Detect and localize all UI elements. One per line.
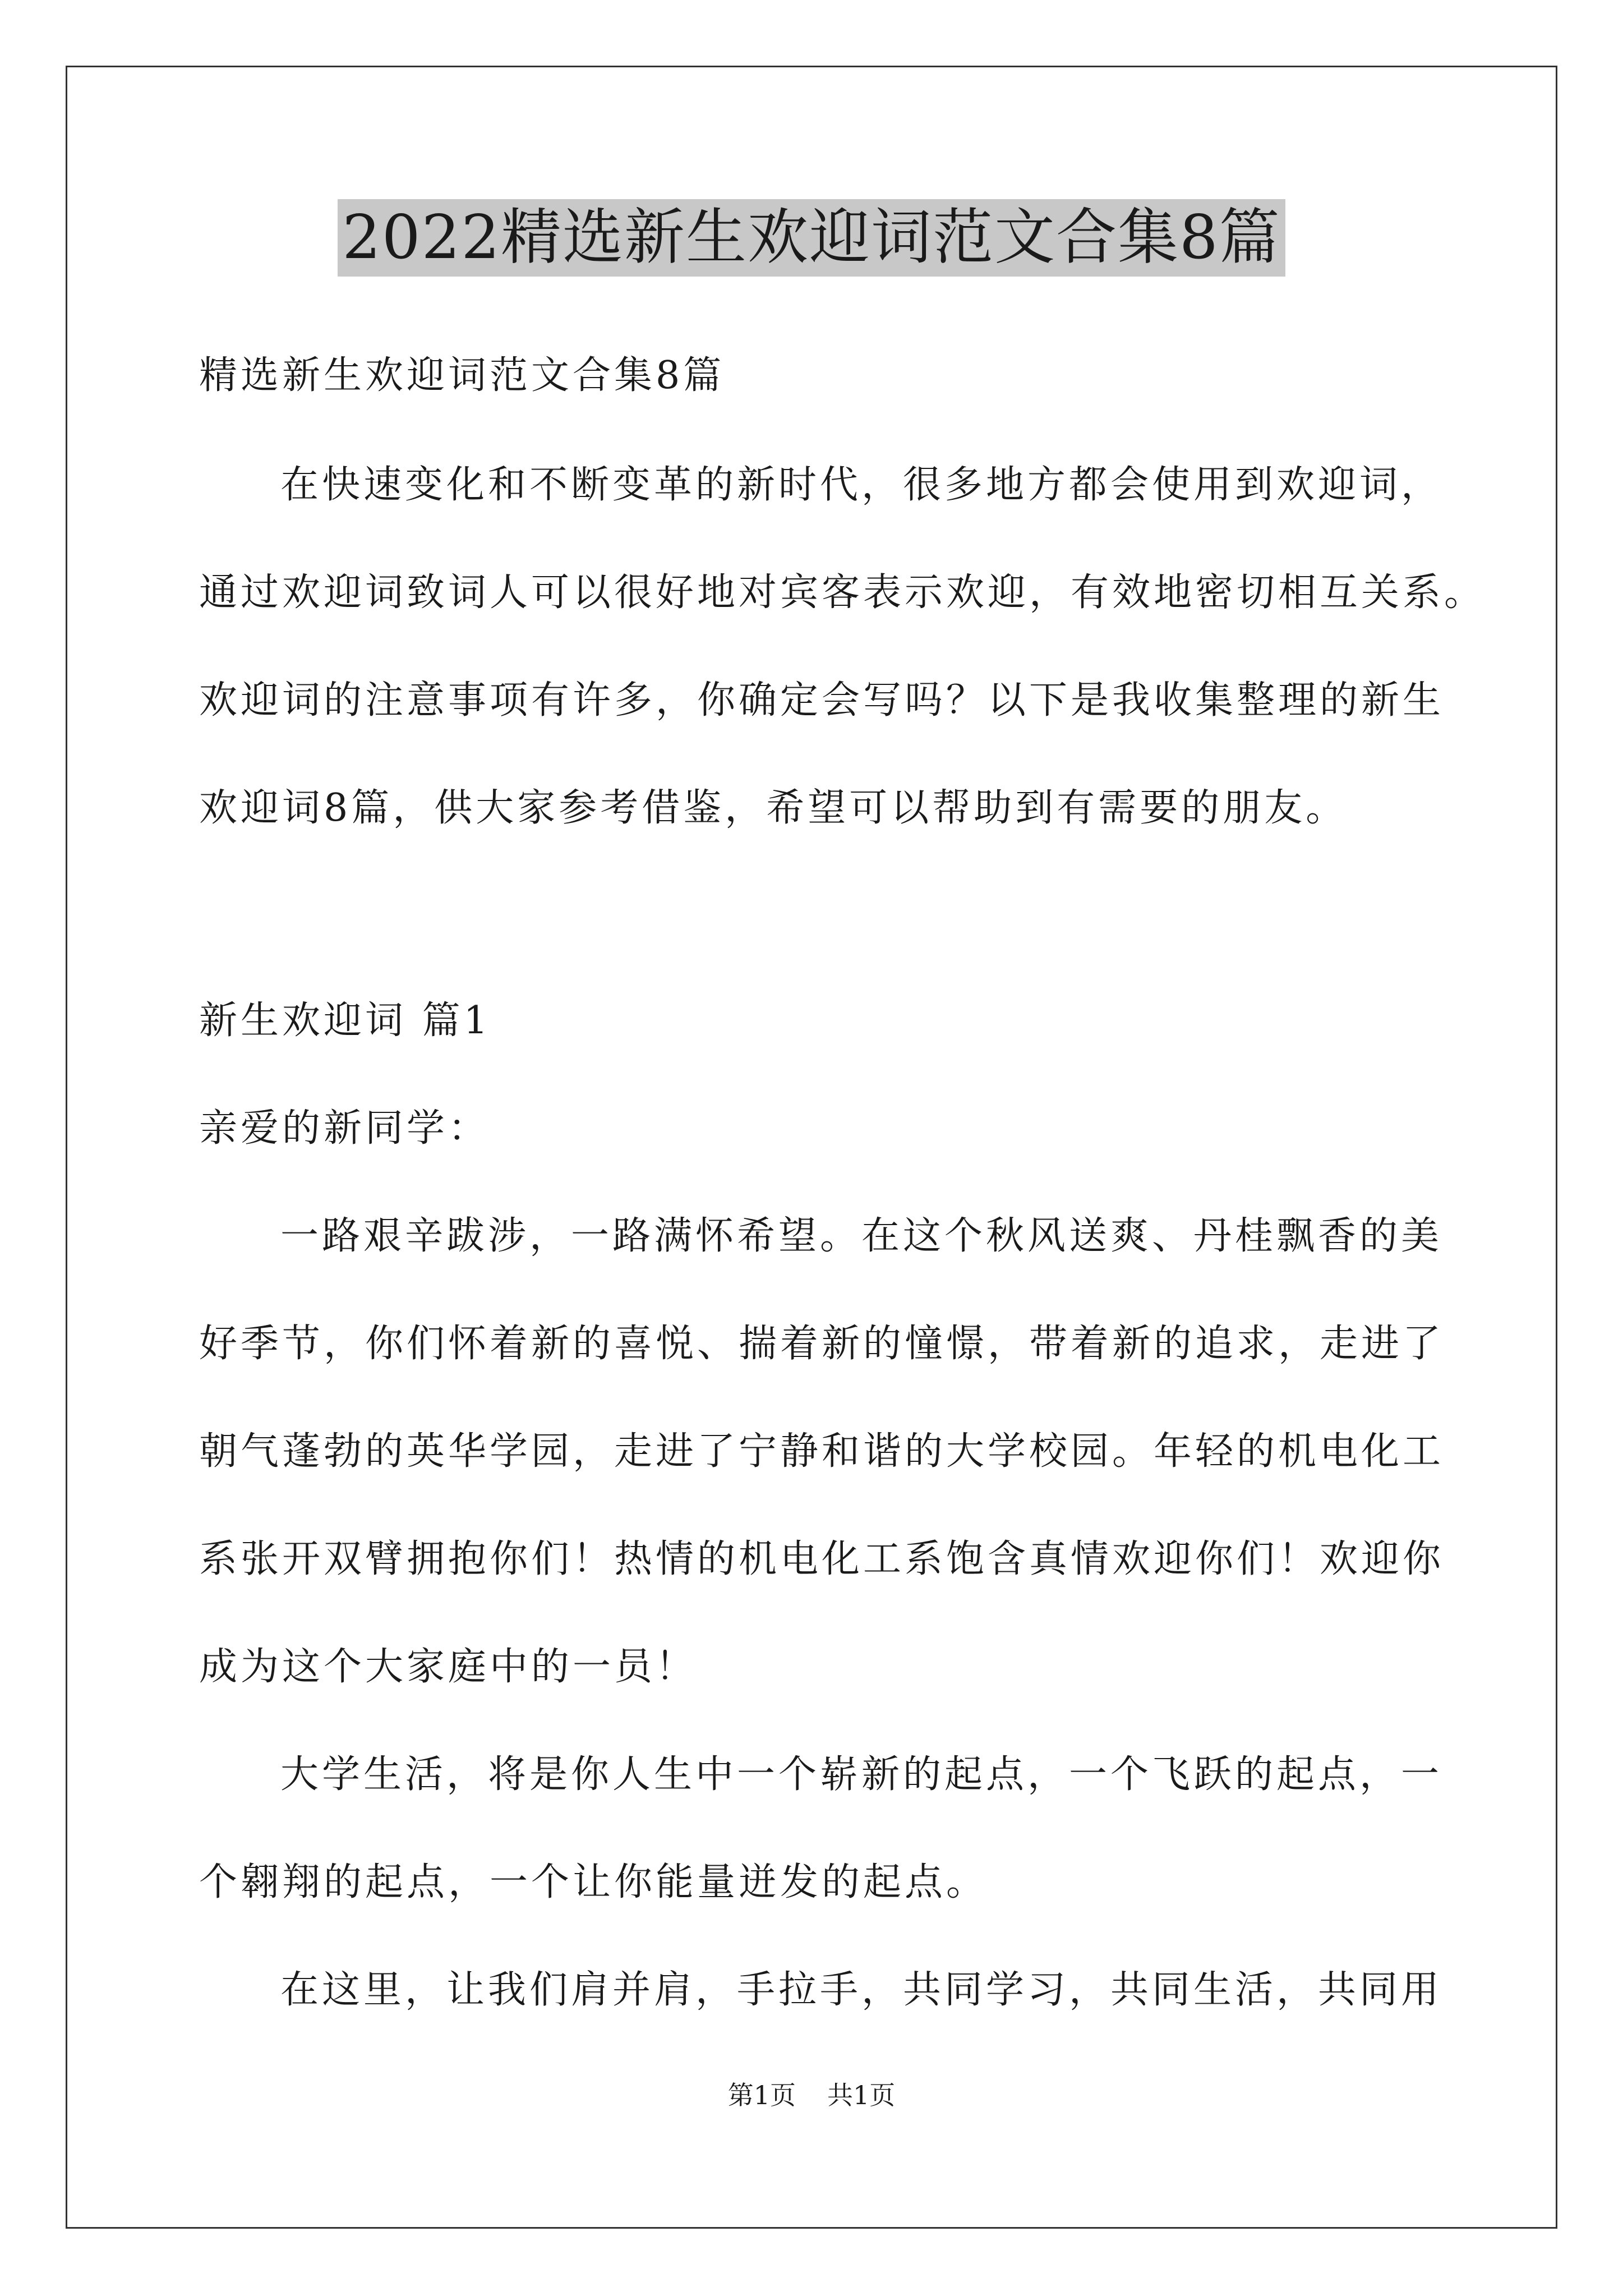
- para1-line-3: 朝气蓬勃的英华学园，走进了宁静和谐的大学校园。年轻的机电化工: [199, 1429, 1445, 1474]
- title-container: [0, 199, 1623, 277]
- section-heading: 新生欢迎词 篇1: [199, 999, 491, 1043]
- para1-line-5: 成为这个大家庭中的一员！: [199, 1645, 698, 1689]
- para2-line-2: 个翱翔的起点，一个让你能量迸发的起点。: [199, 1860, 988, 1904]
- salutation: 亲爱的新同学：: [199, 1106, 490, 1151]
- page-total: 共1页: [827, 2080, 896, 2110]
- intro-line-3: 欢迎词的注意事项有许多，你确定会写吗？以下是我收集整理的新生: [199, 678, 1445, 723]
- intro-line-2: 通过欢迎词致词人可以很好地对宾客表示欢迎，有效地密切相互关系。: [199, 570, 1486, 615]
- document-title: 2022精选新生欢迎词范文合集8篇: [338, 199, 1285, 277]
- para1-line-2: 好季节，你们怀着新的喜悦、揣着新的憧憬，带着新的追求，走进了: [199, 1322, 1445, 1366]
- document-subtitle: 精选新生欢迎词范文合集8篇: [199, 353, 725, 398]
- para1-line-1: 一路艰辛跋涉，一路满怀希望。在这个秋风送爽、丹桂飘香的美: [280, 1214, 1443, 1258]
- intro-line-4: 欢迎词8篇，供大家参考借鉴，希望可以帮助到有需要的朋友。: [199, 786, 1348, 830]
- para1-line-4: 系张开双臂拥抱你们！热情的机电化工系饱含真情欢迎你们！欢迎你: [199, 1537, 1445, 1581]
- para2-line-1: 大学生活，将是你人生中一个崭新的起点，一个飞跃的起点，一: [280, 1752, 1443, 1797]
- page-number: 第1页: [727, 2080, 796, 2110]
- page-footer: [0, 2078, 1623, 2112]
- para3-line-1: 在这里，让我们肩并肩，手拉手，共同学习，共同生活，共同用: [280, 1968, 1443, 2012]
- intro-line-1: 在快速变化和不断变革的新时代，很多地方都会使用到欢迎词，: [280, 463, 1443, 507]
